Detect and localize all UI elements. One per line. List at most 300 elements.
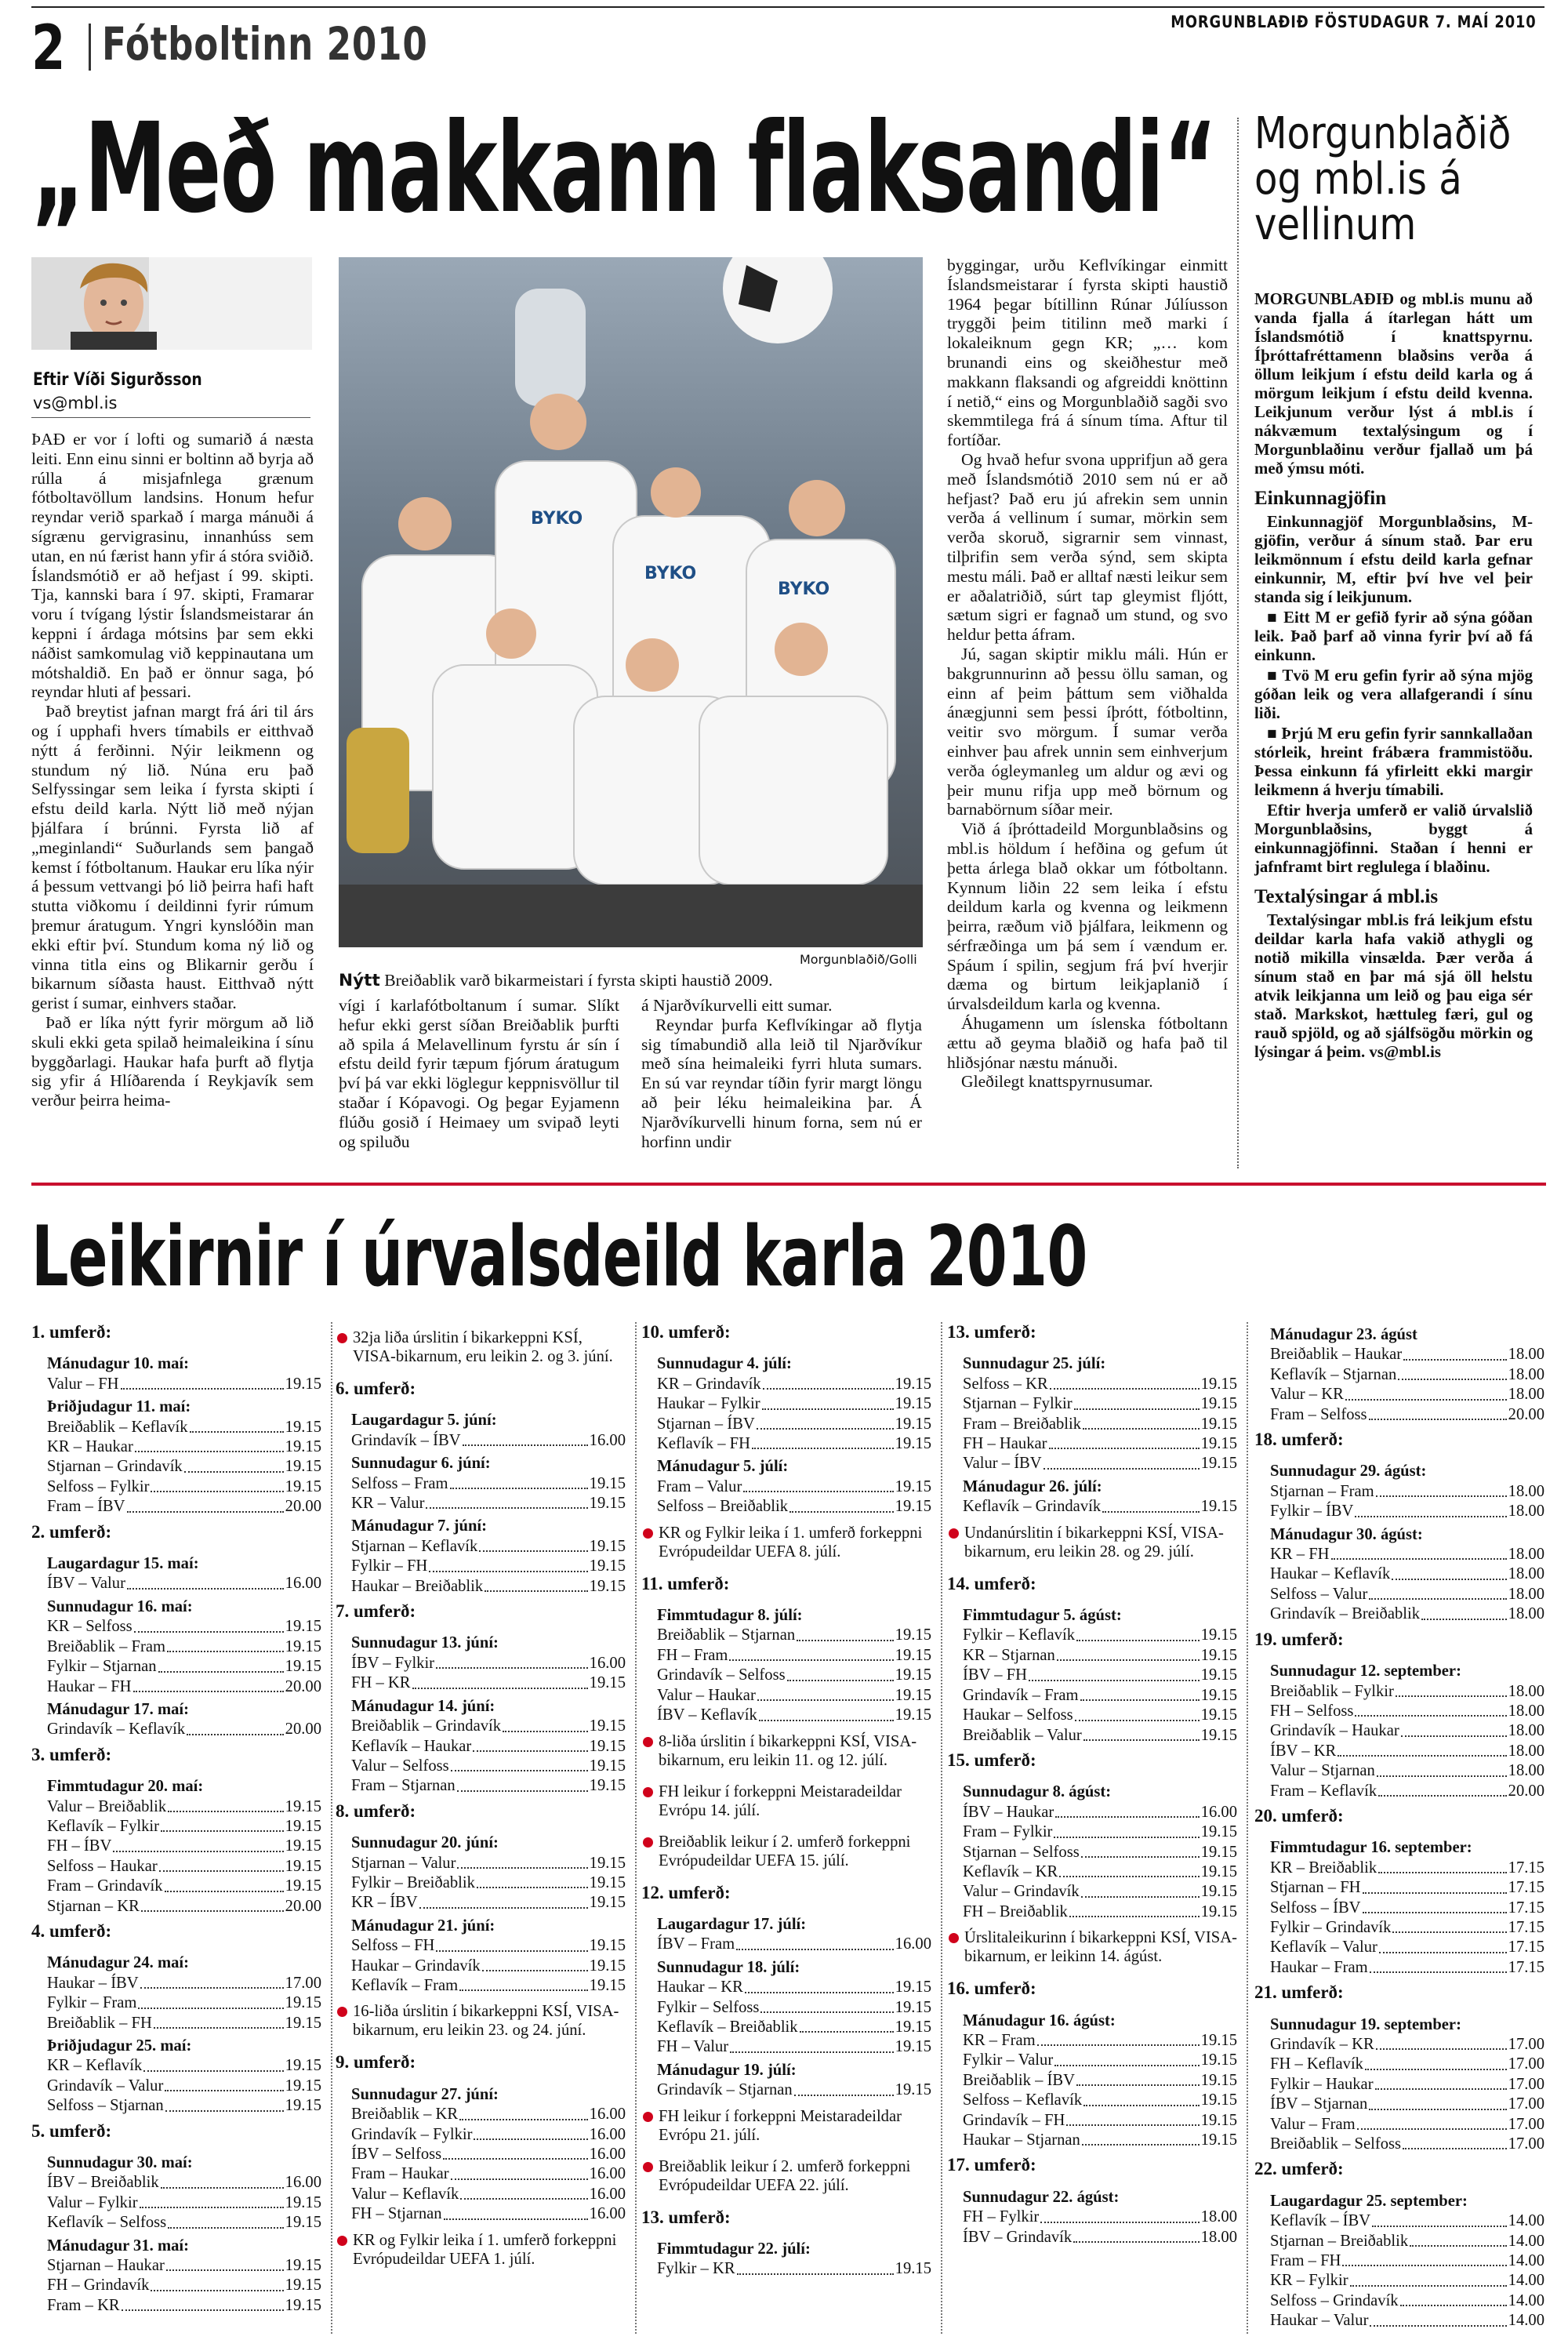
kickoff-time: 19.15 [1200,1415,1237,1433]
match-teams: Breiðablik – Selfoss [1270,2135,1402,2153]
paragraph: Við á íþróttadeild Morgunblaðsins og mbl.is höldum í hefðina og gefum út þetta árlega blað okkar um fótboltann. Kynnum liðin 22 sem leika í efstu deildum karla og kvenna og leikmenn þeirra, ræðum við þjálfara, leikmenn og sérfræðinga um þá sem í vændum er. Spáum í spilin, segjum frá því hverjir dæma og birtum leikjaplanið í úrvalsdeildum karla og kvenna. [947,819,1228,1014]
kickoff-time: 19.15 [285,1618,321,1636]
dot-leader [154,2014,284,2029]
kickoff-time: 19.15 [589,1894,626,1912]
author-portrait [31,257,312,350]
match-teams: Keflavík – Fram [351,1976,459,1994]
kickoff-time: 18.00 [1508,1585,1544,1603]
match-teams: Selfoss – Fylkir [47,1477,150,1495]
match-teams: Fylkir – Fram [47,1994,137,2012]
match-row [1254,1899,1544,1918]
column-separator [1247,1322,1248,2334]
kickoff-time: 19.15 [895,2018,931,2036]
match-row [336,1893,626,1913]
kickoff-time: 18.00 [1508,1722,1544,1740]
dot-leader [143,2056,283,2071]
dot-leader [1073,2228,1199,2243]
sidebar-title-line: Morgunblaðið [1254,108,1512,159]
kickoff-time: 14.00 [1508,2232,1544,2250]
match-row [31,1637,321,1657]
kickoff-time: 18.00 [1508,1742,1544,1760]
match-teams: KR – Keflavík [47,2057,143,2075]
sidebar-title-line: og mbl.is á [1254,154,1462,205]
round-heading: 13. umferð: [641,2207,731,2227]
kickoff-time: 18.00 [1508,1702,1544,1720]
match-teams: Haukar – Selfoss [963,1706,1073,1724]
kickoff-time: 19.15 [285,2276,321,2295]
kickoff-time: 19.15 [285,1877,321,1895]
kickoff-time: 19.15 [1200,1498,1237,1516]
match-row [1254,1482,1544,1502]
dot-leader [479,1537,587,1552]
match-row [641,1935,931,1954]
match-row [947,2071,1237,2091]
match-teams: FH – Fylkir [963,2208,1040,2226]
kickoff-time: 19.15 [285,2257,321,2275]
page-number: 2 [31,13,66,84]
note-text: Breiðablik leikur í 2. umferð forkeppni Evrópudeildar UEFA 15. júlí. [659,1833,911,1869]
round-heading: 20. umferð: [1254,1805,1344,1826]
match-teams: Grindavík – Haukar [1270,1722,1399,1740]
match-teams: Haukar – Keflavík [1270,1565,1391,1583]
match-row [336,1976,626,1996]
match-teams: Selfoss – Fram [351,1474,448,1492]
kickoff-time: 19.15 [589,1873,626,1891]
match-row [947,1666,1237,1685]
kickoff-time: 19.15 [895,1706,931,1724]
match-day: Sunnudagur 20. júní: [351,1834,499,1852]
dot-leader [151,1477,283,1492]
dot-leader [121,1375,284,1390]
round-heading: 19. umferð: [1254,1629,1344,1649]
match-teams: FH – Selfoss [1270,1702,1354,1720]
paragraph: á Njarðvíkurvelli eitt sumar. [641,996,833,1015]
kickoff-time: 19.15 [285,1438,321,1456]
dot-leader [1338,1742,1506,1757]
kickoff-time: 19.15 [589,1557,626,1575]
match-teams: Fram – Breiðablik [963,1415,1081,1433]
match-teams: Fram – Stjarnan [351,1777,456,1795]
kickoff-time: 19.15 [895,1415,931,1433]
match-row [31,1897,321,1917]
match-row [31,1617,321,1637]
note-text: 8-liða úrslitin í bikarkeppni KSÍ, VISA-bikarnum, eru leikin 11. og 12. júlí. [659,1732,917,1769]
match-teams: KR – Fylkir [1270,2272,1348,2290]
kickoff-time: 19.15 [895,1686,931,1704]
round-heading: 5. umferð: [31,2120,112,2141]
match-row [947,1626,1237,1645]
match-teams: Grindavík – Stjarnan [657,2081,793,2099]
dot-leader [1403,1345,1507,1360]
dot-leader [460,2185,587,2200]
kickoff-time: 19.15 [589,1495,626,1513]
match-day: Mánudagur 19. júlí: [657,2061,797,2079]
dot-leader [1057,1646,1200,1661]
match-teams: Stjarnan – Breiðablik [1270,2232,1409,2250]
match-teams: FH – KR [351,1674,411,1692]
match-row [641,1998,931,2018]
match-teams: Grindavík – FH [963,2111,1065,2129]
match-row [31,1437,321,1457]
kickoff-time: 19.15 [895,2038,931,2056]
sidebar-intro: MORGUNBLAÐIÐ og mbl.is munu að vanda fjalla á ítarlegan hátt um Íslandsmótið í knattspyrnu. Íþróttafréttamenn blaðsins verða á öllum leikjum í efstu deild karla og á mörgum leikjum í efstu deild kvenna. Leikjunum verður lýst á mbl.is í nákvæmum textalýsingum og í Morgunblaðinu verður fjallað um þá með ýmsu móti. [1254,290,1533,478]
match-teams: Fram – Valur [657,1477,742,1495]
match-day: Mánudagur 5. júlí: [657,1458,789,1476]
sidebar-heading: Textalýsingar á mbl.is [1254,886,1439,907]
kickoff-time: 16.00 [589,2106,626,2124]
match-teams: FH – Fram [657,1646,728,1664]
kickoff-time: 19.15 [1200,1902,1237,1920]
schedule-note [947,1928,1237,1966]
match-row [31,2296,321,2316]
kickoff-time: 18.00 [1200,2228,1237,2246]
match-row [641,1978,931,1997]
match-teams: FH – Grindavík [47,2276,150,2295]
dot-leader [1421,1604,1507,1619]
match-teams: Fram – FH [1270,2252,1341,2270]
round-heading: 17. umferð: [947,2155,1036,2175]
dot-leader [1355,1502,1506,1517]
kickoff-time: 19.15 [589,1976,626,1994]
match-day: Sunnudagur 6. júní: [351,1455,491,1473]
dot-leader [1401,1721,1507,1736]
kickoff-time: 19.15 [285,1817,321,1835]
match-row [31,1877,321,1896]
sidebar-paragraph: ■ Þrjú M eru gefin fyrir sannkallaðan stórleik, hreint frábæra frammistöðu. Þessa einkunn fá yfirleitt ekki margir leikmenn á hverju tímabili. [1254,725,1533,799]
match-teams: Breiðablik – Fylkir [1270,1682,1394,1700]
dot-leader [134,1617,284,1632]
kickoff-time: 18.00 [1508,1546,1544,1564]
match-row [31,1993,321,2013]
kickoff-time: 19.15 [1200,1843,1237,1861]
sidebar-title-line: vellinum [1254,199,1417,250]
match-row [1254,1682,1544,1702]
red-bullet-icon [643,2162,653,2172]
round-heading: 7. umferð: [336,1601,416,1622]
kickoff-time: 19.15 [1200,1626,1237,1644]
paragraph: byggingar, urðu Keflvíkingar einmitt Íslandsmeistarar í fyrsta skipti haustið 1964 þegar bítillinn Rúnar Júlíusson tryggði þeim titilinn með marki í lokaleiknum gegn KR; „… kom brunandi eins og skeiðhestur með makkann flaksandi og afgreiddi knöttinn í netið,“ eins og Morgunblaðið sagði svo skemmtilega frá á sínum tíma. Aftur til fortíðar. [947,256,1228,450]
match-row [1254,1859,1544,1878]
match-teams: Selfoss – Valur [1270,1585,1368,1603]
kickoff-time: 17.00 [285,1974,321,1992]
kickoff-time: 19.15 [285,1994,321,2012]
match-row [31,2173,321,2193]
dot-leader [1054,2051,1199,2066]
dot-leader [1370,2311,1506,2326]
dot-leader [1350,2271,1507,2286]
match-teams: Fylkir – Keflavík [963,1626,1075,1644]
dot-leader [451,1757,588,1771]
round-heading: 21. umferð: [1254,1982,1344,2003]
sidebar-paragraph: ■ Eitt M er gefið fyrir að sýna góðan leik. Það þarf að vinna fyrir því að fá einkunn. [1254,609,1533,664]
match-day: Sunnudagur 25. júlí: [963,1355,1106,1373]
match-row [336,2185,626,2204]
match-row [336,1757,626,1776]
match-day: Þriðjudagur 11. maí: [47,1398,191,1416]
kickoff-time: 16.00 [285,2174,321,2192]
match-row [641,1497,931,1517]
sidebar-paragraph: Textalýsingar mbl.is frá leikjum efstu deildar karla hafa vakið athygli og notið mikilla vinsælda. Þær verða á sínum stað en þar má sjá öll helstu atvik leikjanna um leið og þau eiga sér stað. Markskot, hættuleg færi, gul og rauð spjöld, og að sjálfsögðu mörkin og lýsingar á þeim. vs@mbl.is [1254,911,1533,1061]
dot-leader [463,1431,588,1446]
match-teams: KR – Grindavík [657,1375,761,1393]
match-teams: Fylkir – Haukar [1270,2075,1374,2093]
sidebar-paragraph: ■ Tvö M eru gefin fyrir að sýna mjög góðan leik og vera allafgerandi í sínu liði. [1254,667,1533,722]
match-teams: KR – Haukar [47,1438,133,1456]
kickoff-time: 19.15 [589,1854,626,1872]
paragraph: Það breytist jafnan margt frá ári til árs og í upphafi hvers tímabils er eitthvað nýtt á ferðinni. Nýir leikmenn og stundum ný lið. Núna eru það Selfyssingar sem leika í fyrsta skipti í efstu deild karla. Nýtt lið með nýjan þjálfara í brúnni. Fyrsta lið af „meginlandi“ Suðurlands sem þangað kemst í fótboltanum. Haukar eru líka nýir á þessum vettvangi þó lið þeirra hafi haft stutta viðkomu í deildinni fyrir rúmum þremur áratugum. Yngri kynslóðin man ekki eftir því. Stundum koma ný lið og vinna titla eins og Blikarnir gerðu í bikarnum síðasta haust. Eitthvað nýtt gerist í sumar, einhvers staðar. [31,702,314,1013]
dot-leader [168,2213,284,2228]
match-row [947,1454,1237,1473]
match-row [1254,1502,1544,1521]
match-day: Fimmtudagur 8. júlí: [657,1607,803,1625]
shirt-logo: BYKO [531,509,583,529]
match-teams: FH – Haukar [963,1435,1047,1453]
kickoff-time: 17.00 [1508,2055,1544,2073]
caption-lead: Nýtt [339,971,380,990]
kickoff-time: 19.15 [285,2193,321,2211]
round-heading: 9. umferð: [336,2052,416,2073]
match-row [336,1737,626,1757]
dot-leader [1054,1822,1199,1837]
match-teams: Valur – Grindavík [963,1883,1080,1901]
dot-leader [1410,2232,1507,2247]
match-teams: Valur – Breiðablik [47,1797,167,1815]
match-row [336,1957,626,1976]
match-row [336,2145,626,2164]
column-separator [635,1322,637,2334]
match-teams: Fylkir – ÍBV [1270,1502,1354,1521]
kickoff-time: 16.00 [895,1935,931,1953]
match-teams: FH – Valur [657,2038,729,2056]
dot-leader [763,1375,894,1390]
kickoff-time: 19.15 [589,1777,626,1795]
paragraph: Gleðilegt knattspyrnusumar. [961,1072,1153,1092]
match-teams: Breiðablik – Valur [963,1726,1082,1744]
kickoff-time: 19.15 [1200,1686,1237,1704]
kickoff-time: 19.15 [589,1577,626,1595]
dot-leader [794,2080,894,2095]
match-row [641,1686,931,1706]
match-row [336,2125,626,2145]
dot-leader [729,1646,893,1661]
kickoff-time: 18.00 [1508,1482,1544,1500]
dot-leader [745,1978,894,1993]
match-row [1254,1585,1544,1604]
match-teams: Keflavík – KR [963,1862,1058,1880]
match-row [947,1415,1237,1434]
match-row [641,1666,931,1685]
match-day: Laugardagur 15. maí: [47,1555,199,1573]
match-row [1254,1345,1544,1364]
match-teams: Breiðablik – Haukar [1270,1346,1403,1364]
round-heading: 11. umferð: [641,1573,730,1593]
match-teams: ÍBV – Fram [657,1935,735,1953]
kickoff-time: 17.00 [1508,2095,1544,2113]
match-teams: Fram – ÍBV [47,1498,125,1516]
match-row [641,1375,931,1394]
match-day: Þriðjudagur 25. maí: [47,2037,192,2055]
round-heading: 6. umferð: [336,1379,416,1398]
match-row [641,1477,931,1497]
schedule-column-4 [947,1322,1237,2247]
dot-leader [1040,2207,1199,2222]
red-bullet-icon [949,1528,959,1539]
sidebar-paragraph: Eftir hverja umferð er valið úrvalslið Morgunblaðsins, byggt á einkunnagjöfinni. Staðan í henni er jafnframt birt reglulega í blaðinu. [1254,801,1533,876]
match-teams: Fylkir – KR [657,2260,735,2278]
kickoff-time: 19.15 [285,2057,321,2075]
match-day: Sunnudagur 16. maí: [47,1597,193,1615]
match-teams: Keflavík – Grindavík [963,1498,1102,1516]
match-teams: Valur – Selfoss [351,1757,449,1775]
match-row [1254,1385,1544,1404]
dot-leader [1370,1958,1507,1973]
match-teams: Breiðablik – ÍBV [963,2071,1075,2089]
match-day: Laugardagur 17. júlí: [657,1915,807,1933]
match-teams: KR – Valur [351,1495,425,1513]
kickoff-time: 20.00 [1508,1782,1544,1800]
match-day: Sunnudagur 4. júlí: [657,1355,792,1373]
dot-leader [451,2164,588,2179]
schedule-note [641,1732,931,1770]
match-day: Sunnudagur 29. ágúst: [1270,1462,1427,1481]
kickoff-time: 19.15 [1200,1455,1237,1473]
dot-leader [787,1666,894,1681]
kickoff-time: 19.15 [285,1637,321,1655]
note-text: KR og Fylkir leika í 1. umferð forkeppni Evrópudeildar UEFA 1. júlí. [353,2231,617,2268]
red-bullet-icon [643,1737,653,1747]
match-teams: Keflavík – Selfoss [47,2214,167,2232]
match-teams: ÍBV – Grindavík [963,2228,1073,2246]
round-heading: 4. umferð: [31,1920,112,1941]
match-teams: Valur – Haukar [657,1686,756,1704]
column-separator [941,1322,942,2334]
round-heading: 1. umferð: [31,1322,112,1342]
match-row [336,1494,626,1513]
dot-leader [141,1897,284,1912]
dot-leader [757,1415,894,1430]
dot-leader [426,1494,587,1509]
match-row [1254,1365,1544,1385]
article-column-1 [31,430,314,1167]
schedule-note [641,1524,931,1561]
dot-leader [113,1837,283,1851]
match-row [947,1902,1237,1922]
match-teams: Haukar – Fram [1270,1958,1368,1976]
match-row [336,1854,626,1873]
match-row [641,2080,931,2100]
kickoff-time: 19.15 [895,1498,931,1516]
match-row [947,1882,1237,1902]
match-day: Mánudagur 26. júlí: [963,1477,1102,1495]
dot-leader [1080,1686,1200,1701]
dot-leader [1365,2055,1507,2069]
match-row [1254,2035,1544,2055]
kickoff-time: 19.15 [1200,1395,1237,1413]
kickoff-time: 19.15 [1200,1862,1237,1880]
kickoff-time: 20.00 [285,1677,321,1695]
match-teams: Fylkir – Stjarnan [47,1658,157,1676]
dot-leader [1345,1385,1507,1400]
match-teams: Stjarnan – Fylkir [963,1395,1073,1413]
dot-leader [730,2037,894,2052]
kickoff-time: 19.15 [1200,2031,1237,2049]
match-teams: ÍBV – KR [1270,1742,1337,1760]
match-day: Mánudagur 24. maí: [47,1954,189,1972]
match-row [641,1706,931,1725]
kickoff-time: 19.15 [589,1717,626,1735]
match-teams: Fram – Grindavík [47,1877,163,1895]
match-teams: Fram – Keflavík [1270,1782,1377,1800]
kickoff-time: 18.00 [1508,1502,1544,1521]
kickoff-time: 16.00 [285,1575,321,1593]
dot-leader [167,1637,284,1652]
kickoff-time: 19.15 [589,1474,626,1492]
match-teams: Haukar – Stjarnan [963,2131,1080,2149]
dot-leader [1376,2035,1507,2050]
dot-leader [1066,2111,1199,2126]
match-row [31,2014,321,2033]
dot-leader [1074,1394,1200,1409]
kickoff-time: 18.00 [1508,1565,1544,1583]
match-row [31,1574,321,1593]
article-headline: „Með makkann flaksandi“ [31,96,1217,241]
schedule-note [947,1524,1237,1561]
sidebar-paragraph: Einkunnagjöf Morgunblaðsins, M-gjöfin, verður á sínum stað. Þar eru leikmönnum í efstu deild karla gefnar einkunnir, M, eftir því hve vel þeir standa sig í leikjunum. [1254,513,1533,606]
match-teams: Fram – Fylkir [963,1823,1053,1841]
paragraph: Og hvað hefur svona upprifjun að gera með Íslandsmótið 2010 sem nú er að hefjast? Það eru jú afrekin sem unnin verða á vellinum í sumar, mörkin sem verða skoruð, sigrarnir sem vinnast, tilþrifin sem verða sýnd, sem skipta mestu máli. Það er alltaf næsti leikur sem er aðalatriðið, súrt tap gleymist fljótt, sætum sigri er fagnað um stund, og svo heldur þetta áfram. [947,449,1228,645]
kickoff-time: 14.00 [1508,2291,1544,2309]
kickoff-time: 19.15 [285,2214,321,2232]
match-row [31,2096,321,2116]
match-row [947,2131,1237,2150]
kickoff-time: 17.15 [1508,1859,1544,1877]
match-row [947,1862,1237,1882]
schedule-title: Leikirnir í úrvalsdeild karla 2010 [31,1208,1087,1305]
dot-leader [800,2018,894,2033]
match-row [31,1974,321,1993]
match-row [1254,1958,1544,1978]
dot-leader [473,1737,587,1752]
dot-leader [140,1974,284,1989]
match-row [1254,1761,1544,1781]
match-row [31,1837,321,1856]
dot-leader [457,1854,587,1869]
match-day: Laugardagur 5. júní: [351,1412,497,1430]
dot-leader [168,1797,284,1812]
match-row [336,1673,626,1693]
match-day: Sunnudagur 22. ágúst: [963,2188,1120,2206]
kickoff-time: 20.00 [285,1720,321,1739]
dot-leader [1083,1726,1200,1741]
kickoff-time: 17.00 [1508,2075,1544,2093]
dot-leader [135,1437,284,1452]
kickoff-time: 16.00 [1200,1803,1237,1821]
round-heading: 16. umferð: [947,1978,1036,1999]
kickoff-time: 17.15 [1508,1918,1544,1936]
match-teams: Breiðablik – Fram [47,1637,165,1655]
match-row [1254,2311,1544,2331]
match-teams: Grindavík – ÍBV [351,1431,461,1449]
dot-leader [1403,2135,1507,2149]
kickoff-time: 19.15 [1200,2051,1237,2069]
dot-leader [503,1717,588,1731]
red-bullet-icon [643,2112,653,2122]
schedule-note [641,2157,931,2195]
dot-leader [1369,2095,1506,2109]
match-row [1254,2135,1544,2154]
team-photo [339,257,923,947]
schedule-note [641,1782,931,1820]
